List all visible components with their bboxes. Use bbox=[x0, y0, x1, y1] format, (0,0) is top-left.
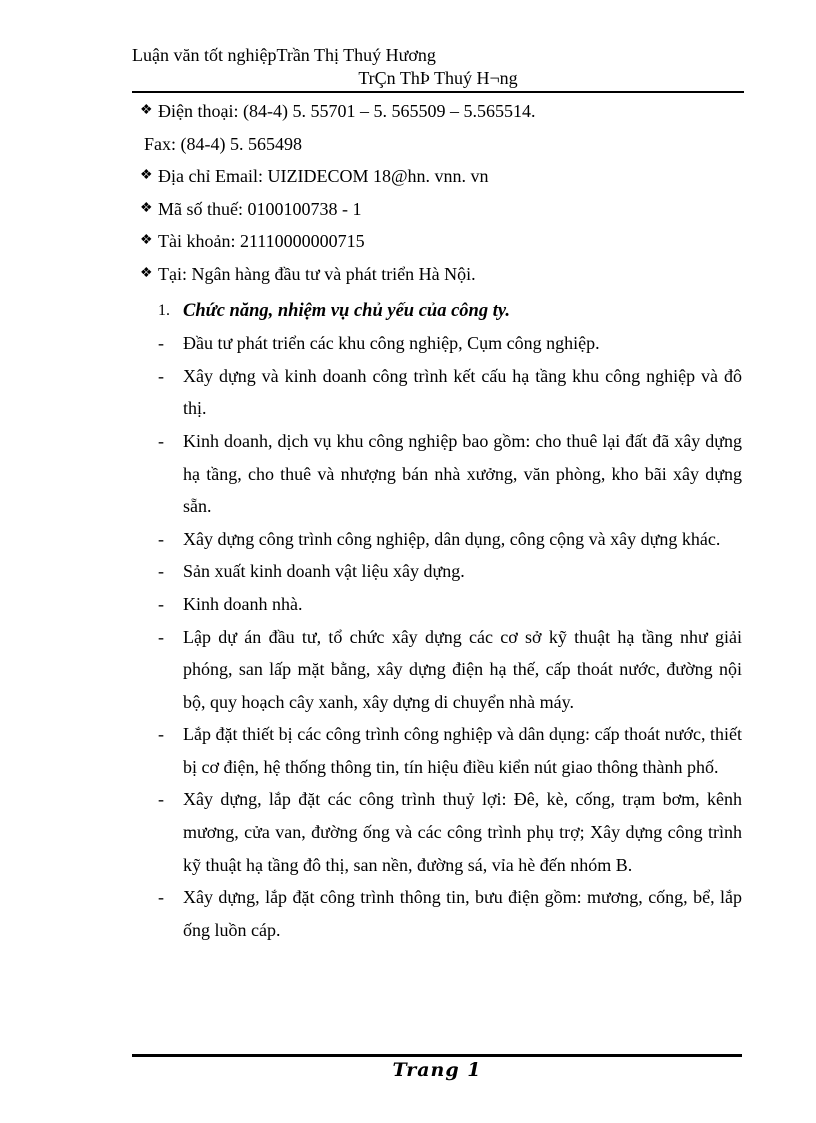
list-item-text: Lập dự án đầu tư, tổ chức xây dựng các cơ sở kỹ thuật hạ tầng như giải phóng, san lấp mặt bằng, xây dựng điện hạ thế, cấp thoát nước, đường nội bộ, quy hoạch cây xanh, xây dựng di chuyển nhà máy. bbox=[183, 626, 742, 712]
list-item bbox=[132, 523, 742, 556]
list-item-text: Xây dựng, lắp đặt các công trình thuỷ lợi: Đê, kè, cống, trạm bơm, kênh mương, cửa van, đường ống và các công trình phụ trợ; Xây dựng công trình kỹ thuật hạ tầng đô thị, san nền, đường sá, vỉa hè đến nhóm B. bbox=[183, 789, 742, 875]
list-item-text: Lắp đặt thiết bị các công trình công nghiệp và dân dụng: cấp thoát nước, thiết bị cơ điện, hệ thống thông tin, tín hiệu điều kiển nút giao thông thành phố. bbox=[183, 724, 742, 777]
page-header bbox=[132, 44, 744, 93]
list-item-text: Kinh doanh, dịch vụ khu công nghiệp bao gồm: cho thuê lại đất đã xây dựng hạ tầng, cho thuê và nhượng bán nhà xưởng, văn phòng, kho bãi xây dựng sẵn. bbox=[183, 430, 742, 517]
contact-item bbox=[132, 95, 742, 128]
list-item-text: Xây dựng công trình công nghiệp, dân dụng, công cộng và xây dựng khác. bbox=[183, 528, 721, 549]
dash-bullet: - bbox=[158, 887, 164, 908]
list-item bbox=[132, 621, 742, 719]
contact-item bbox=[132, 193, 742, 226]
list-item bbox=[132, 555, 742, 588]
diamond-bullet-icon: ❖ bbox=[140, 103, 153, 118]
contact-item-text: Tại: Ngân hàng đầu tư và phát triển Hà Nội. bbox=[158, 263, 476, 284]
footer-divider bbox=[132, 1054, 742, 1057]
list-item bbox=[132, 881, 742, 946]
contact-item bbox=[132, 258, 742, 291]
contact-item-text: Điện thoại: (84-4) 5. 55701 – 5. 565509 – 5.565514. bbox=[158, 101, 536, 121]
header-subtitle: TrÇn ThÞ Thuý H¬ng bbox=[358, 68, 518, 88]
header-title: Luận văn tốt nghiệpTrần Thị Thuý Hương bbox=[132, 45, 436, 65]
contact-item-text: Mã số thuế: 0100100738 - 1 bbox=[158, 198, 362, 219]
diamond-bullet-icon: ❖ bbox=[140, 168, 153, 184]
section-heading bbox=[132, 295, 742, 328]
list-item-text: Xây dựng, lắp đặt công trình thông tin, bưu điện gồm: mương, cống, bể, lắp ống luồn cáp. bbox=[183, 887, 742, 940]
header-divider bbox=[132, 91, 744, 93]
document-body bbox=[132, 95, 742, 946]
section-title: Chức năng, nhiệm vụ chủ yếu của công ty. bbox=[183, 300, 510, 321]
contact-item bbox=[132, 225, 742, 258]
list-item-text: Sản xuất kinh doanh vật liệu xây dựng. bbox=[183, 561, 465, 582]
list-item bbox=[132, 425, 742, 523]
contact-item-text: Fax: (84-4) 5. 565498 bbox=[144, 133, 302, 154]
list-item bbox=[132, 327, 742, 360]
page-number: Trang 1 bbox=[392, 1059, 482, 1081]
contact-item-text: Tài khoản: 21110000000715 bbox=[158, 231, 365, 252]
dash-bullet: - bbox=[158, 626, 164, 647]
diamond-bullet-icon: ❖ bbox=[140, 233, 153, 249]
list-item-text: Kinh doanh nhà. bbox=[183, 593, 303, 614]
list-item-text: Xây dựng và kinh doanh công trình kết cấu hạ tầng khu công nghiệp và đô thị. bbox=[183, 365, 742, 419]
dash-bullet: - bbox=[158, 528, 164, 549]
dash-bullet: - bbox=[158, 561, 164, 582]
diamond-bullet-icon: ❖ bbox=[140, 200, 153, 216]
contact-item bbox=[132, 128, 742, 161]
dash-bullet: - bbox=[158, 724, 164, 745]
list-item-text: Đầu tư phát triển các khu công nghiệp, Cụm công nghiệp. bbox=[183, 333, 600, 354]
list-item bbox=[132, 783, 742, 881]
dash-bullet: - bbox=[158, 789, 164, 810]
dash-bullet: - bbox=[158, 365, 164, 386]
contact-item bbox=[132, 160, 742, 193]
section-number: 1. bbox=[158, 301, 170, 319]
contact-item-text: Địa chỉ Email: UIZIDECOM 18@hn. vnn. vn bbox=[158, 166, 489, 187]
list-item bbox=[132, 718, 742, 783]
list-item bbox=[132, 360, 742, 425]
dash-bullet: - bbox=[158, 430, 164, 451]
diamond-bullet-icon: ❖ bbox=[140, 265, 153, 281]
dash-bullet: - bbox=[158, 333, 164, 354]
dash-bullet: - bbox=[158, 593, 164, 614]
list-item bbox=[132, 588, 742, 621]
